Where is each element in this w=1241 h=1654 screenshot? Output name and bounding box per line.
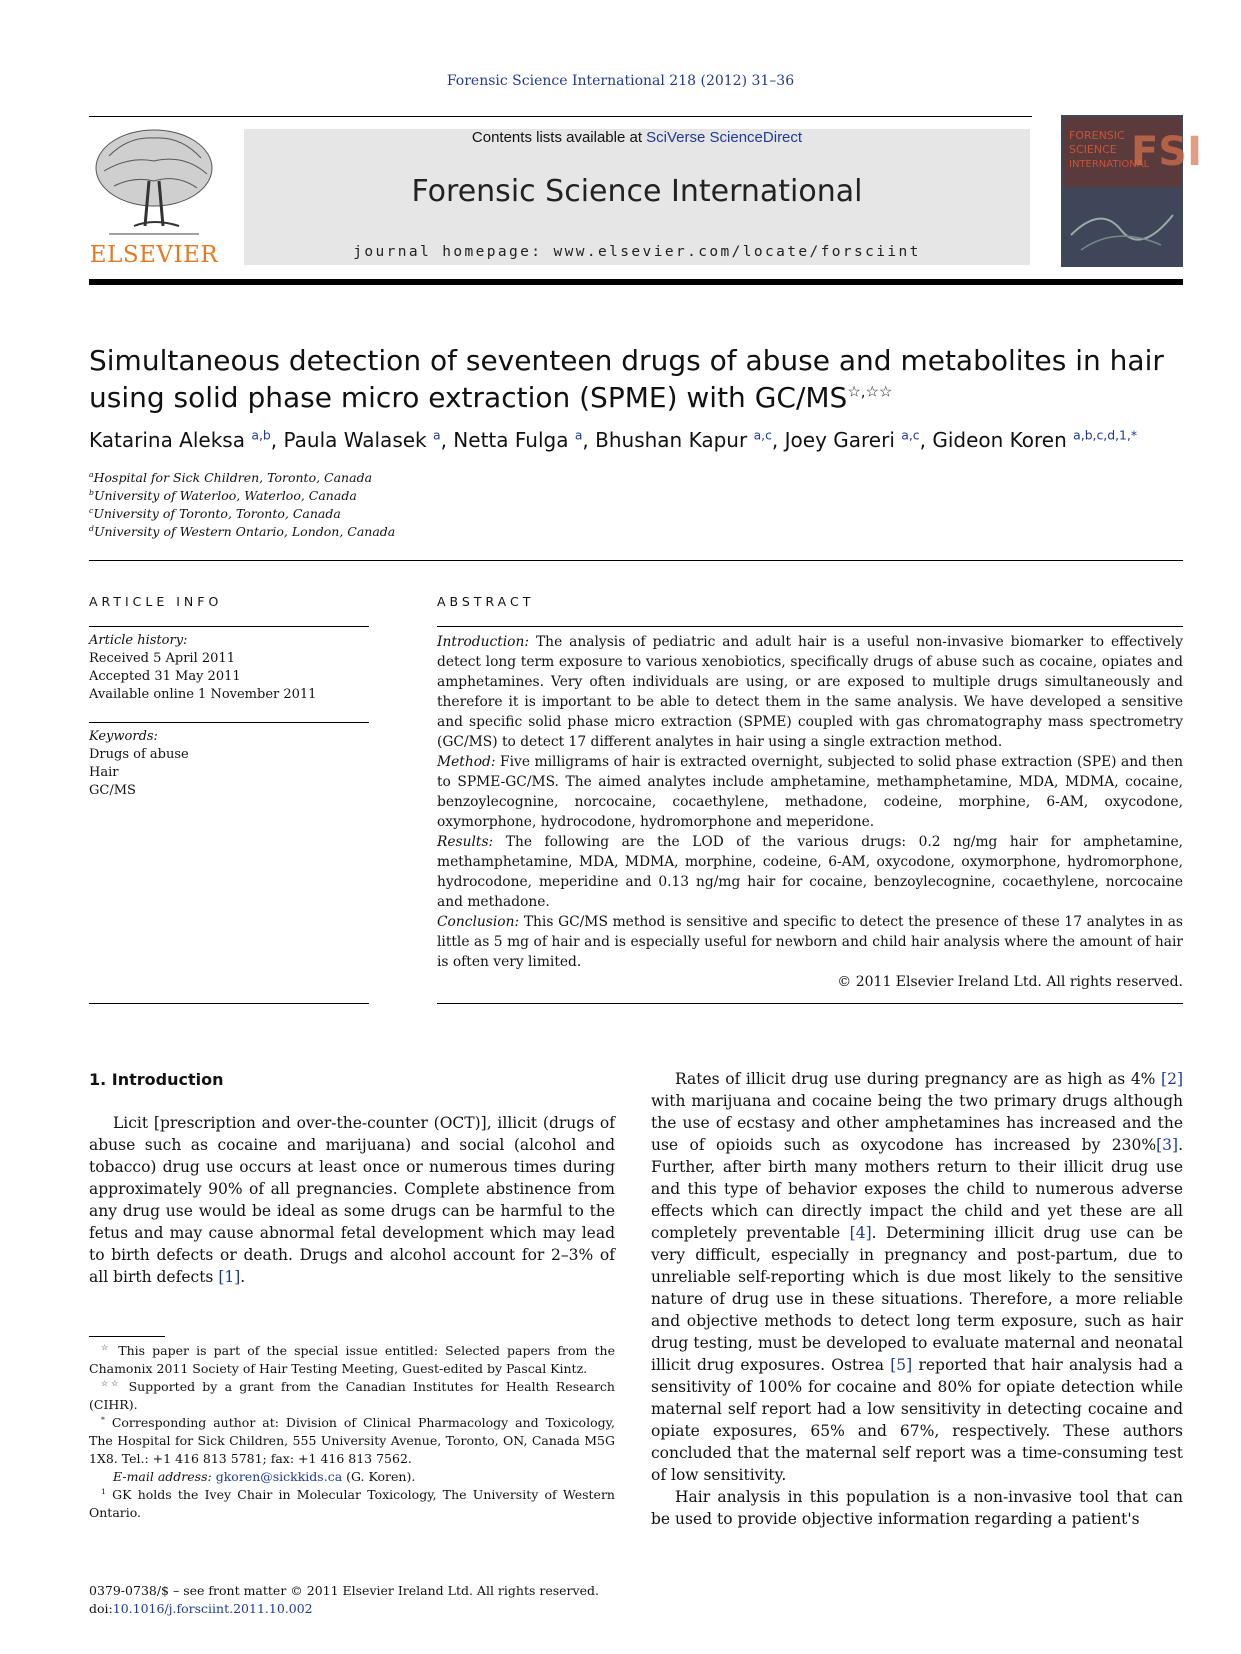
history-label: Article history: xyxy=(89,633,188,648)
author-affiliation-marks[interactable]: a,c xyxy=(753,427,772,443)
article-info-rule xyxy=(89,626,369,627)
paragraph: Hair analysis in this population is a non-invasive tool that can be used to provide objective information regarding a patient's xyxy=(651,1488,1183,1528)
author-affiliation-marks[interactable]: a,c xyxy=(901,427,920,443)
abstract-body xyxy=(437,632,1183,972)
abstract-rule xyxy=(437,626,1183,627)
section-heading-introduction: 1. Introduction xyxy=(89,1070,224,1089)
citation-link[interactable]: [3] xyxy=(1156,1136,1179,1154)
contents-line xyxy=(244,129,1030,146)
footnote: * Corresponding author at: Division of Clinical Pharmacology and Toxicology, The Hospital for Sick Children, 555 University Avenue, Toronto, ON, Canada M5G 1X8. Tel.: +1 416 813 5781; fax: +1 416 813 7562. xyxy=(89,1414,615,1466)
issn-line: 0379-0738/$ – see front matter © 2011 Elsevier Ireland Ltd. All rights reserved. xyxy=(89,1583,599,1598)
affiliation: $^b$University of Waterloo, Waterloo, Canada xyxy=(89,487,357,503)
author-list: Katarina Aleksa $^{a,b}$, Paula Walasek $^a$, Netta Fulga $^a$, Bhushan Kapur $^{a,c}$, Joey Gareri $^{a,c}$, Gideon Koren $^{a,b,c,d,1,*}$ xyxy=(89,427,1138,452)
paragraph: Licit [prescription and over-the-counter (OCT)], illicit (drugs of abuse such as cocaine and marijuana) and social (alcohol and tobacco) drug use occurs at least once or numerous times during approximately 90% of all pregnancies. Complete abstinence from any drug use would be ideal as some drugs can be harmful to the fetus and may cause abnormal fetal development which may lead to birth defects or death. Drugs and alcohol account for 2–3% of all birth defects [1]. xyxy=(89,1114,615,1286)
citation-link[interactable]: [1] xyxy=(218,1268,241,1286)
body-right-column xyxy=(651,1068,1183,1530)
affiliations xyxy=(89,469,395,541)
body-left-column xyxy=(89,1112,615,1288)
abstract-results: Results: The following are the LOD of the various drugs: 0.2 ng/mg hair for amphetamine, methamphetamine, MDA, MDMA, morphine, codeine, 6-AM, oxycodone, oxymorphone, hydromorphone, hydrocodone, meperidine and 0.13 ng/mg hair for cocaine, benzoylecognine, cocaethylene, norcocaine and methadone. xyxy=(437,834,1184,910)
top-rule xyxy=(89,116,1032,117)
author-name: Gideon Koren xyxy=(932,428,1067,452)
journal-title: Forensic Science International xyxy=(411,174,863,209)
cover-fsi: FSI xyxy=(1131,129,1203,175)
paragraph: Rates of illicit drug use during pregnancy are as high as 4% [2] with marijuana and cocaine being the two primary drugs although the use of ecstasy and other amphetamines has increased and the use of opioids such as oxycodone has increased by 230%[3]. Further, after birth many mothers return to their illicit drug use and this type of behavior exposes the child to numerous adverse effects which can directly impact the child and yet these are all completely preventable [4]. Determining illicit drug use can be very difficult, especially in pregnancy and post-partum, due to unreliable self-reporting which is due most likely to the sensitive nature of drug use in these situations. Therefore, a more reliable and objective methods to detect long term exposure, such as hair drug testing, must be developed to evaluate maternal and neonatal illicit drug exposures. Ostrea [5] reported that hair analysis had a sensitivity of 100% for cocaine and 80% for opiate detection while maternal self report had a low sensitivity in detecting cocaine and opiate exposures, 65% and 67%, respectively. These authors concluded that the maternal self report was a time-consuming test of low sensitivity. xyxy=(651,1070,1183,1484)
author-affiliation-marks[interactable]: a,b,c,d,1,* xyxy=(1073,427,1138,443)
cover-line-3: INTERNATIONAL xyxy=(1069,159,1150,170)
author-name: Katarina Aleksa xyxy=(89,428,245,452)
paper-title-text: Simultaneous detection of seventeen drugs of abuse and metabolites in hair using solid phase micro extraction (SPME) with GC/MS xyxy=(89,344,1164,414)
abstract-intro: Introduction: The analysis of pediatric and adult hair is a useful non-invasive biomarker to effectively detect long term exposure to various xenobiotics, specifically drugs of abuse such as cocaine, opiates and amphetamines. Very often individuals are using, or are exposed to multiple drugs simultaneously and therefore it is important to be able to detect them in the same analysis. We have developed a sensitive and specific solid phase micro extraction (SPME) coupled with gas chromatography mass spectrometry (GC/MS) to detect 17 different analytes in hair using a single extraction method. xyxy=(437,634,1183,750)
affiliation: $^a$Hospital for Sick Children, Toronto, Canada xyxy=(89,469,373,485)
paper-title xyxy=(89,342,1189,416)
keywords xyxy=(89,728,369,800)
elsevier-logo xyxy=(89,126,219,268)
citation-link[interactable]: [4] xyxy=(849,1224,872,1242)
affiliation: $^c$University of Toronto, Toronto, Canada xyxy=(89,505,341,521)
article-info-bottom-rule xyxy=(89,1003,369,1004)
article-info-heading: ARTICLE INFO xyxy=(89,594,223,609)
footnote-email: E-mail address: gkoren@sickkids.ca (G. Koren). xyxy=(113,1469,416,1484)
section-rule xyxy=(89,560,1183,561)
footnotes xyxy=(89,1342,615,1522)
keyword: Drugs of abuse xyxy=(89,747,189,762)
author-name: Paula Walasek xyxy=(283,428,427,452)
footnote: ☆☆ Supported by a grant from the Canadian Institutes for Health Research (CIHR). xyxy=(89,1378,615,1412)
tree-icon xyxy=(89,126,219,238)
abstract-bottom-rule xyxy=(437,1003,1183,1004)
abstract-conclusion: Conclusion: This GC/MS method is sensitive and specific to detect the presence of these 17 analytes in as little as 5 mg of hair and is especially useful for newborn and child hair analysis where the amount of hair is often very limited. xyxy=(437,914,1184,970)
author-affiliation-marks[interactable]: a,b xyxy=(251,427,271,443)
keyword: Hair xyxy=(89,765,119,780)
citation-link[interactable]: [2] xyxy=(1161,1070,1183,1088)
author-affiliation-marks[interactable]: a xyxy=(432,427,441,443)
publisher-wordmark: ELSEVIER xyxy=(89,242,219,268)
received-date: Received 5 April 2011 xyxy=(89,651,235,666)
sciencedirect-link[interactable]: SciVerse ScienceDirect xyxy=(646,129,803,146)
journal-cover xyxy=(1061,115,1203,267)
citation-link[interactable]: [5] xyxy=(890,1356,913,1374)
cover-art xyxy=(1061,115,1203,267)
cover-line-1: FORENSIC xyxy=(1069,129,1125,142)
footnote-rule xyxy=(89,1336,165,1337)
abstract-copyright: © 2011 Elsevier Ireland Ltd. All rights reserved. xyxy=(837,974,1183,990)
keyword: GC/MS xyxy=(89,783,136,798)
email-link[interactable]: gkoren@sickkids.ca xyxy=(215,1469,343,1484)
footnote: ☆ This paper is part of the special issue entitled: Selected papers from the Chamonix 2011 Society of Hair Testing Meeting, Guest-edited by Pascal Kintz. xyxy=(89,1342,615,1376)
doi-line: doi:10.1016/j.forsciint.2011.10.002 xyxy=(89,1601,313,1616)
keywords-rule xyxy=(89,722,369,723)
author-name: Bhushan Kapur xyxy=(595,428,748,452)
keywords-label: Keywords: xyxy=(89,729,158,744)
footnote: $^1$ GK holds the Ivey Chair in Molecular Toxicology, The University of Western Ontario. xyxy=(89,1486,615,1520)
journal-homepage[interactable]: journal homepage: www.elsevier.com/locate/forsciint xyxy=(353,244,921,260)
author-name: Netta Fulga xyxy=(453,428,569,452)
abstract-heading: ABSTRACT xyxy=(437,594,535,609)
online-date: Available online 1 November 2011 xyxy=(89,687,317,702)
abstract-method: Method: Five milligrams of hair is extracted overnight, subjected to solid phase extraction (SPE) and then to SPME-GC/MS. The aimed analytes include amphetamine, methamphetamine, MDA, MDMA, cocaine, benzoylecognine, norcocaine, cocaethylene, methadone, codeine, morphine, 6-AM, oxycodone, oxymorphone, hydrocodone, hydromorphone and meperidone. xyxy=(437,754,1183,830)
title-footnote-marks[interactable]: ☆,☆☆ xyxy=(847,382,893,401)
author-name: Joey Gareri xyxy=(784,428,895,452)
affiliation: $^d$University of Western Ontario, London, Canada xyxy=(89,523,396,539)
cover-line-2: SCIENCE xyxy=(1069,143,1117,156)
front-matter xyxy=(89,1582,599,1618)
header-thick-rule xyxy=(89,279,1183,285)
journal-reference[interactable]: Forensic Science International 218 (2012) 31–36 xyxy=(446,73,795,89)
accepted-date: Accepted 31 May 2011 xyxy=(89,669,241,684)
contents-prefix: Contents lists available at xyxy=(471,129,647,146)
doi-link[interactable]: 10.1016/j.forsciint.2011.10.002 xyxy=(112,1601,313,1616)
article-history xyxy=(89,632,369,704)
author-affiliation-marks[interactable]: a xyxy=(574,427,583,443)
